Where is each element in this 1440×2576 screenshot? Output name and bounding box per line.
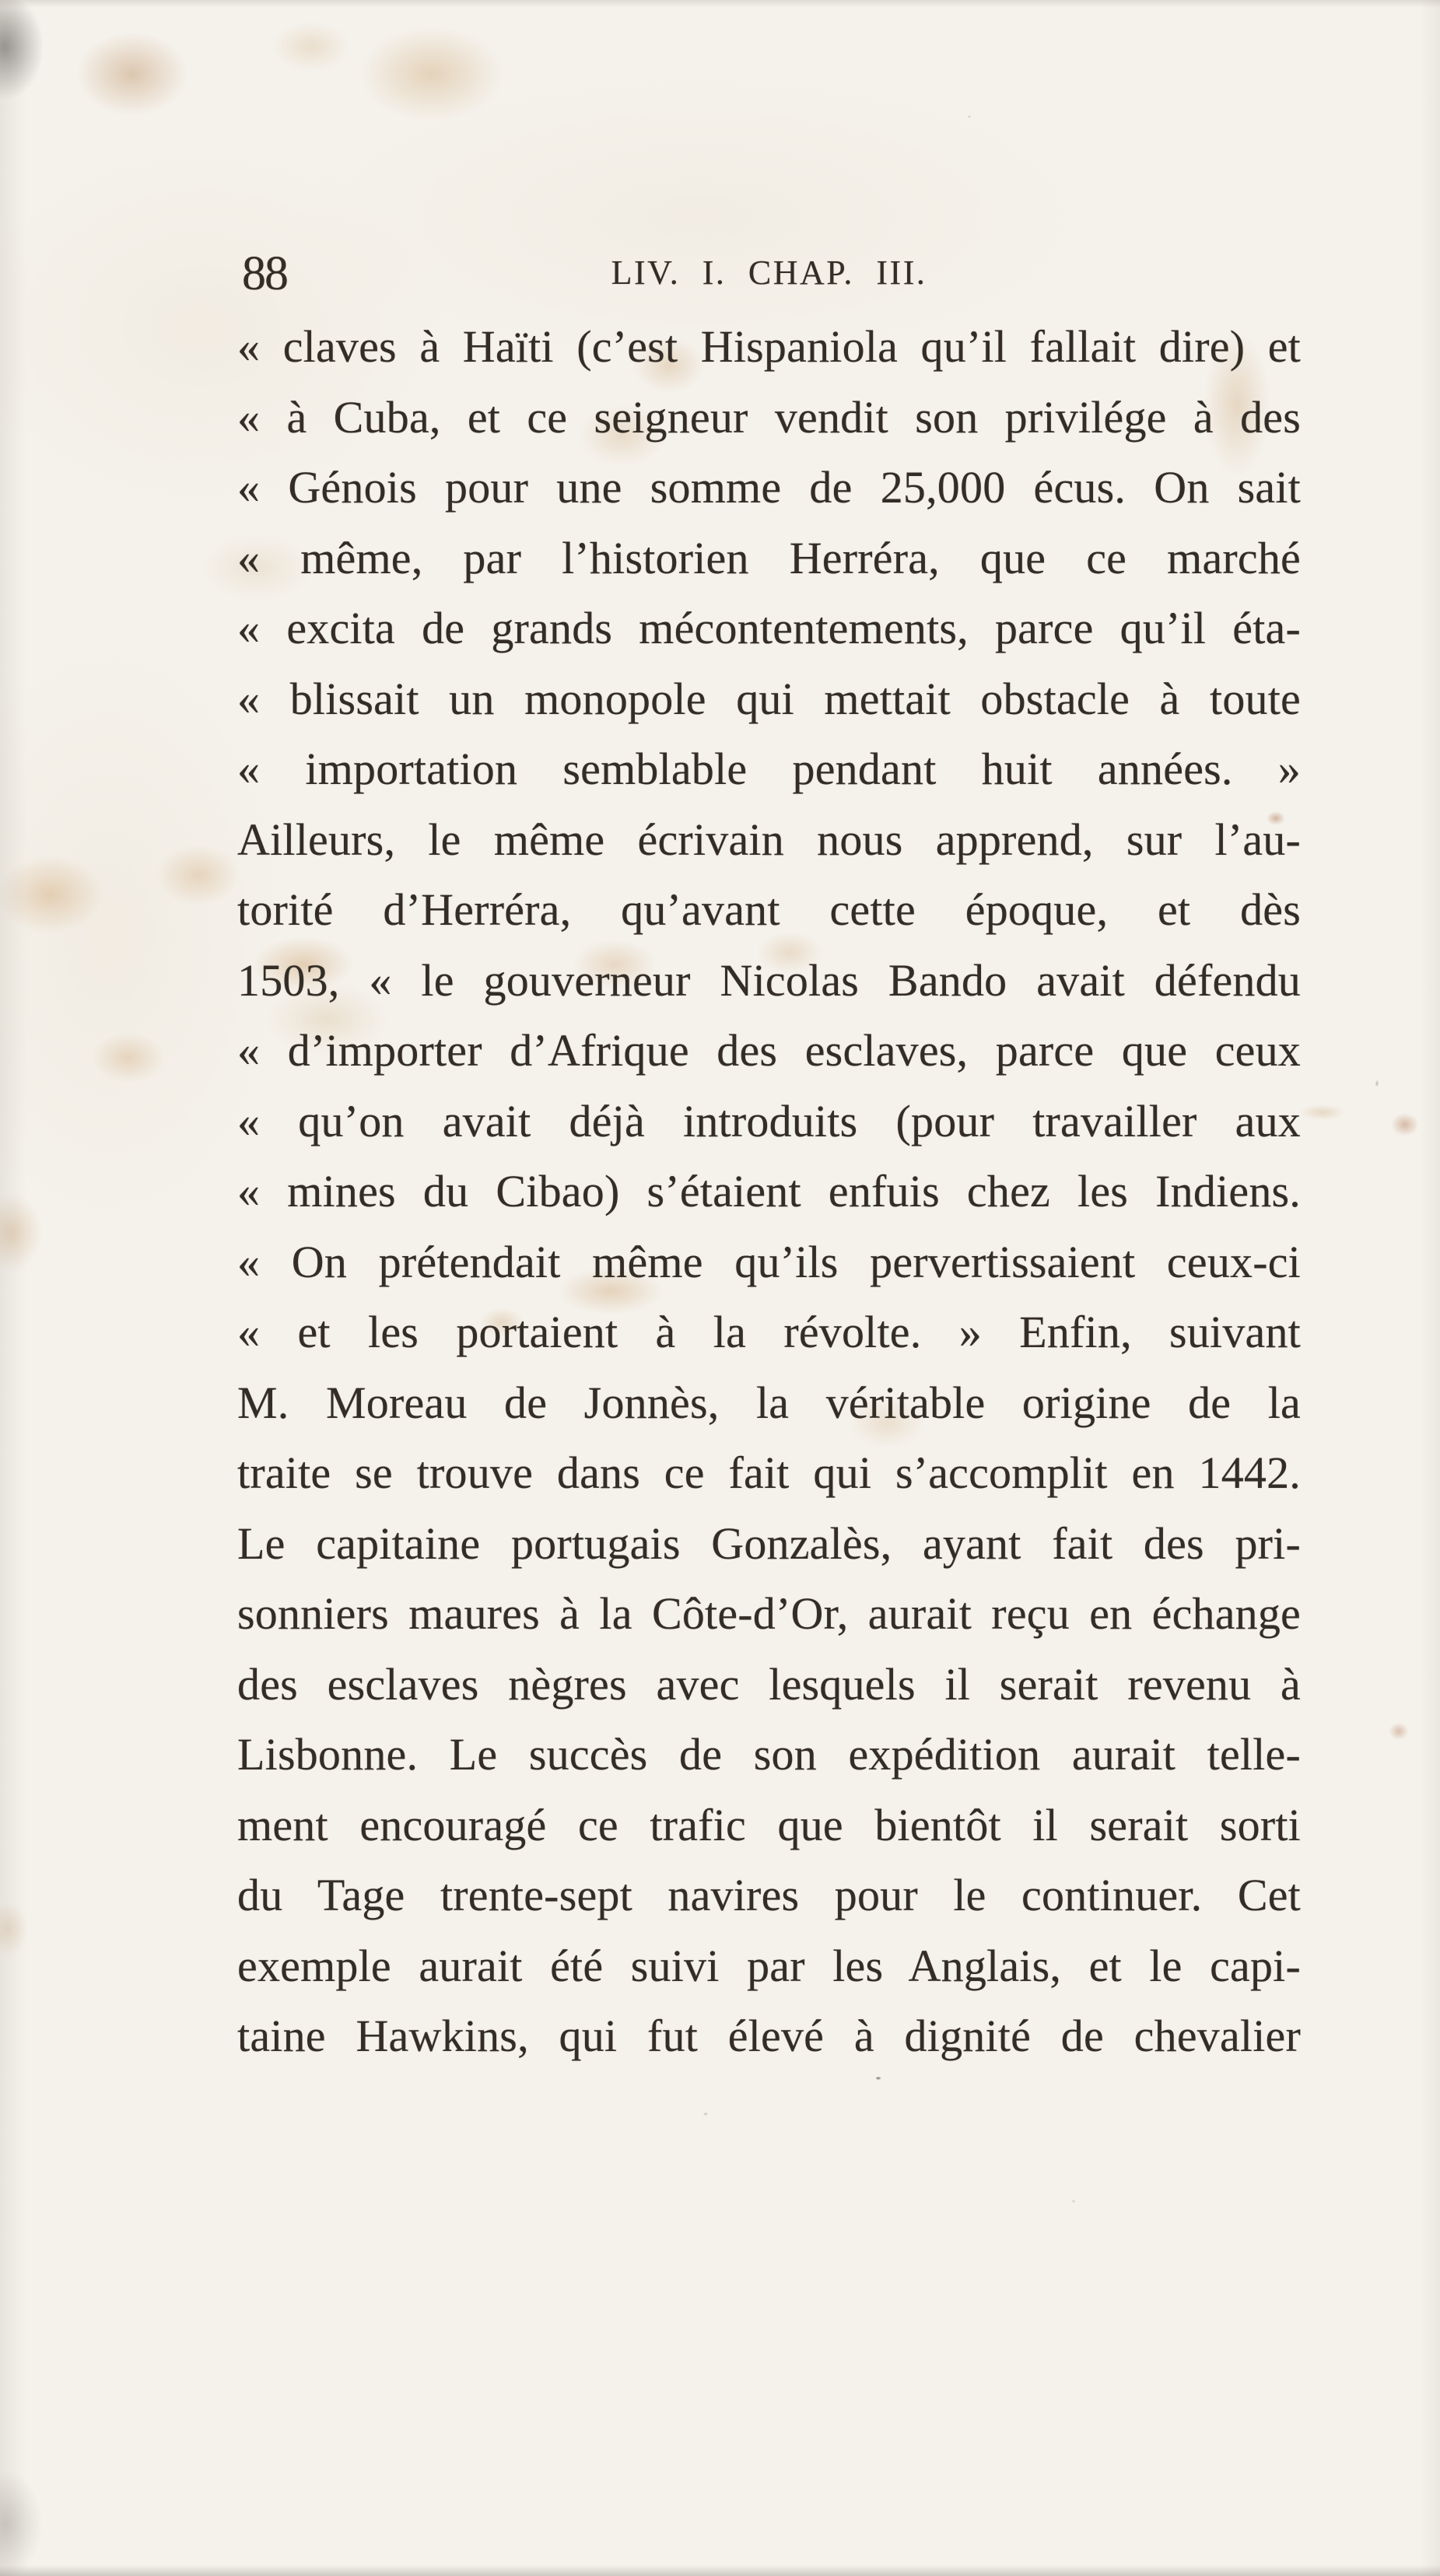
text-line: « et les portaient à la révolte. » Enfin, suivant <box>237 1307 1301 1357</box>
text-line: « à Cuba, et ce seigneur vendit son privilége à des <box>237 391 1301 443</box>
text-line: des esclaves nègres avec lesquels il serait revenu à <box>237 1658 1301 1710</box>
text-line: « blissait un monopole qui mettait obstacle à toute <box>237 673 1301 724</box>
running-header: LIV. I. CHAP. III. <box>611 254 927 292</box>
text-line: Lisbonne. Le succès de son expédition aurait telle- <box>237 1729 1301 1780</box>
text-line: « Génois pour une somme de 25,000 écus. On sait <box>237 462 1301 513</box>
text-line: exemple aurait été suivi par les Anglais, et le capi- <box>237 1940 1301 1991</box>
text-line: 1503, « le gouverneur Nicolas Bando avait défendu <box>237 954 1301 1006</box>
text-line: « mines du Cibao) s’étaient enfuis chez les Indiens. <box>237 1166 1301 1216</box>
page-number: 88 <box>242 247 287 300</box>
text-line: Le capitaine portugais Gonzalès, ayant fait des pri- <box>237 1517 1301 1569</box>
text-line: « même, par l’historien Herréra, que ce marché <box>237 532 1301 583</box>
page-text-block <box>237 312 1301 2072</box>
text-line: sonniers maures à la Côte-d’Or, aurait reçu en échange <box>237 1588 1301 1639</box>
text-line: du Tage trente-sept navires pour le continuer. Cet <box>237 1870 1301 1920</box>
text-line: traite se trouve dans ce fait qui s’accomplit en 1442. <box>237 1447 1301 1498</box>
text-line: M. Moreau de Jonnès, la véritable origine de la <box>237 1377 1301 1428</box>
text-line: torité d’Herréra, qu’avant cette époque, et dès <box>237 884 1301 935</box>
text-line: Ailleurs, le même écrivain nous apprend, sur l’au- <box>237 814 1301 865</box>
text-line: « excita de grands mécontentements, parce qu’il éta- <box>237 603 1301 653</box>
text-line: « d’importer d’Afrique des esclaves, parce que ceux <box>237 1025 1301 1076</box>
text-line: « qu’on avait déjà introduits (pour travailler aux <box>237 1095 1301 1146</box>
text-line: « importation semblable pendant huit années. » <box>237 744 1301 794</box>
text-line: taine Hawkins, qui fut élevé à dignité de chevalier <box>237 2011 1301 2061</box>
text-line: « On prétendait même qu’ils pervertissaient ceux-ci <box>237 1236 1301 1287</box>
text-line: « claves à Haïti (c’est Hispaniola qu’il fallait dire) et <box>237 321 1301 372</box>
text-line: ment encouragé ce trafic que bientôt il serait sorti <box>237 1799 1301 1850</box>
